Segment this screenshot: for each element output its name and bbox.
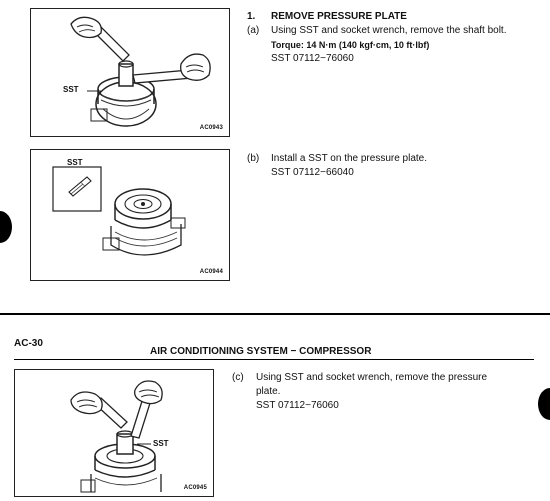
page-separator [0,313,550,315]
substep-marker-a: (a) [247,25,260,36]
sst-number: SST 07112−76060 [271,53,354,64]
substep-b-text: Install a SST on the pressure plate. [271,153,428,164]
figure-label-sst: SST [67,158,83,167]
page-number: AC-30 [14,338,43,349]
figure-remove-shaft-bolt [30,8,230,137]
substep-c-text-cont: plate. [256,386,281,397]
compressor-wrench-illustration [31,9,231,138]
compressor-wrench-illustration [15,370,215,498]
binder-hole [538,388,550,420]
sst-number: SST 07112−66040 [271,167,354,178]
figure-code: AC0945 [183,485,207,491]
step-title: REMOVE PRESSURE PLATE [271,11,407,22]
sst-number: SST 07112−76060 [256,400,339,411]
figure-install-sst [30,149,230,281]
binder-hole [0,211,12,243]
section-header: AIR CONDITIONING SYSTEM − COMPRESSOR [150,346,372,357]
substep-marker-b: (b) [247,153,260,164]
header-rule [14,359,534,360]
substep-marker-c: (c) [232,372,244,383]
figure-label-sst: SST [153,439,169,448]
substep-c-text: Using SST and socket wrench, remove the pressure [256,372,488,383]
torque-spec: Torque: 14 N·m (140 kgf·cm, 10 ft·lbf) [271,40,430,50]
figure-remove-pressure-plate [14,369,214,497]
figure-label-sst: SST [63,85,79,94]
step-number: 1. [247,11,256,22]
compressor-sst-illustration [31,150,231,282]
figure-code: AC0944 [199,269,223,275]
substep-a-text: Using SST and socket wrench, remove the shaft bolt. [271,25,507,36]
figure-code: AC0943 [199,125,223,131]
